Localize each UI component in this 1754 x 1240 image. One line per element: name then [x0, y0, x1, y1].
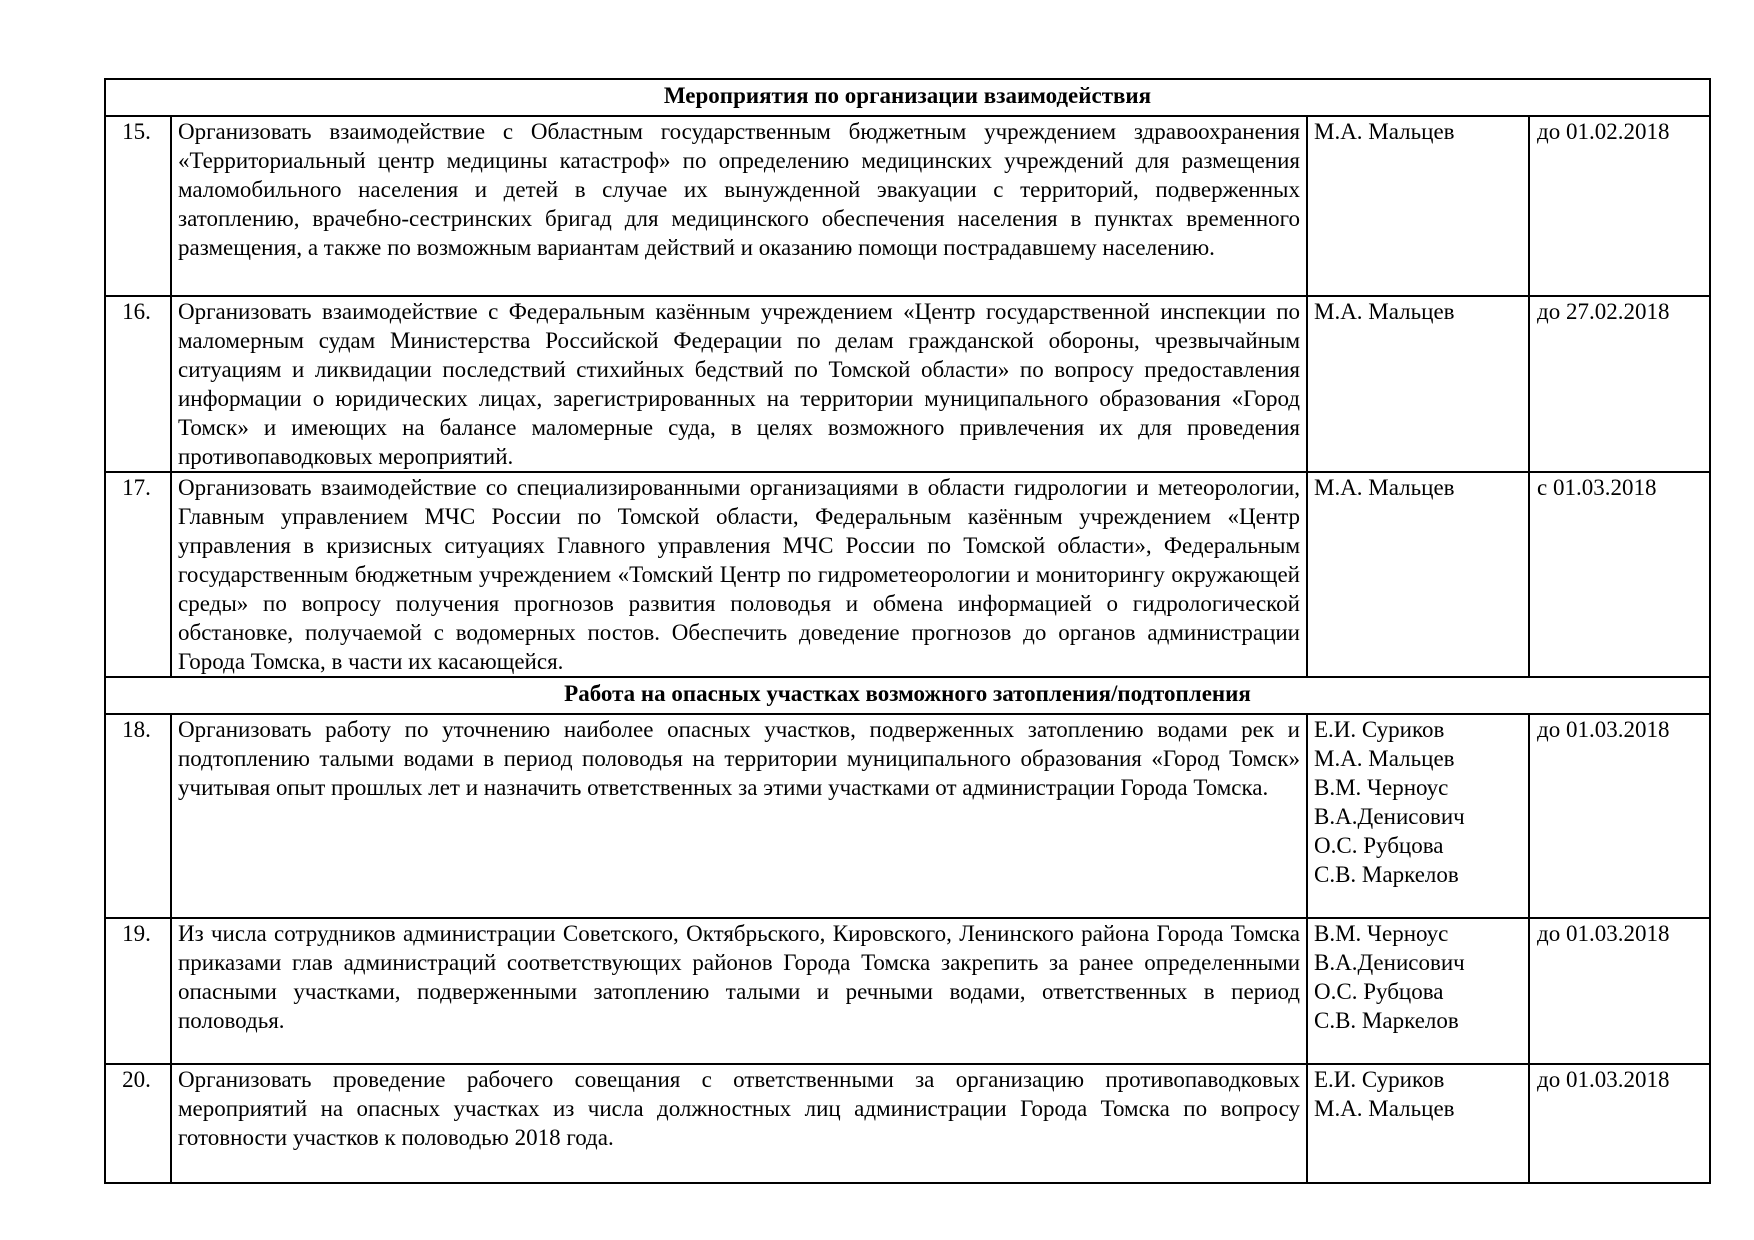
row-number: 18. [105, 714, 171, 918]
measure-text: Организовать взаимодействие со специализированными организациями в области гидрологии и метеорологии, Главным управлением МЧС России по Томской области, Федеральным казённым учреждением «Центр управления в кризисных ситуациях Главного управления МЧС России по Томской области», Федеральным государственным бюджетным учреждением «Томский Центр по гидрометеорологии и мониторингу окружающей среды» по вопросу получения прогнозов развития половодья и обмена информацией о гидрологической обстановке, получаемой с водомерных постов. Обеспечить доведение прогнозов до органов администрации Города Томска, в части их касающейся. [171, 472, 1307, 677]
responsible-person: М.А. Мальцев [1314, 746, 1455, 771]
responsible-person: В.М. Черноус [1314, 921, 1449, 946]
responsible-person: О.С. Рубцова [1314, 979, 1444, 1004]
measures-table [104, 78, 1711, 1184]
table-row [105, 1064, 1710, 1183]
row-number: 16. [105, 296, 171, 472]
responsible-person: О.С. Рубцова [1314, 833, 1444, 858]
responsible-cell [1307, 296, 1529, 472]
responsible-cell [1307, 472, 1529, 677]
responsible-person: С.В. Маркелов [1314, 862, 1459, 887]
measure-text: Организовать взаимодействие с Федеральным казённым учреждением «Центр государственной инспекции по маломерным судам Министерства Российской Федерации по делам гражданской обороны, чрезвычайным ситуациям и ликвидации последствий стихийных бедствий по Томской области» по вопросу предоставления информации о юридических лицах, зарегистрированных на территории муниципального образования «Город Томск» и имеющих на балансе маломерные суда, в целях возможного привлечения их для проведения противопаводковых мероприятий. [171, 296, 1307, 472]
deadline: до 01.03.2018 [1529, 918, 1710, 1064]
row-number: 17. [105, 472, 171, 677]
responsible-person: М.А. Мальцев [1314, 299, 1455, 324]
responsible-cell [1307, 116, 1529, 296]
row-number: 19. [105, 918, 171, 1064]
deadline: до 01.03.2018 [1529, 1064, 1710, 1183]
row-number: 15. [105, 116, 171, 296]
responsible-person: М.А. Мальцев [1314, 475, 1455, 500]
section-header-row [105, 79, 1710, 116]
row-number: 20. [105, 1064, 171, 1183]
measure-text: Организовать взаимодействие с Областным государственным бюджетным учреждением здравоохранения «Территориальный центр медицины катастроф» по определению медицинских учреждений для размещения маломобильного населения и детей в случае их вынужденной эвакуации с территорий, подверженных затоплению, врачебно-сестринских бригад для медицинского обеспечения населения в пунктах временного размещения, а также по возможным вариантам действий и оказанию помощи пострадавшему населению. [171, 116, 1307, 296]
measure-text: Организовать проведение рабочего совещания с ответственными за организацию противопаводковых мероприятий на опасных участках из числа должностных лиц администрации Города Томска по вопросу готовности участков к половодью 2018 года. [171, 1064, 1307, 1183]
responsible-cell [1307, 714, 1529, 918]
table-row [105, 714, 1710, 918]
table-row [105, 472, 1710, 677]
responsible-person: М.А. Мальцев [1314, 119, 1455, 144]
section-title: Работа на опасных участках возможного затопления/подтопления [105, 677, 1710, 714]
measure-text: Организовать работу по уточнению наиболее опасных участков, подверженных затоплению водами рек и подтоплению талыми водами в период половодья на территории муниципального образования «Город Томск» учитывая опыт прошлых лет и назначить ответственных за этими участками от администрации Города Томска. [171, 714, 1307, 918]
responsible-person: Е.И. Суриков [1314, 1067, 1445, 1092]
responsible-person: В.А.Денисович [1314, 950, 1465, 975]
responsible-cell [1307, 1064, 1529, 1183]
responsible-person: В.А.Денисович [1314, 804, 1465, 829]
responsible-person: М.А. Мальцев [1314, 1096, 1455, 1121]
deadline: до 01.03.2018 [1529, 714, 1710, 918]
responsible-person: В.М. Черноус [1314, 775, 1449, 800]
table-row [105, 296, 1710, 472]
measure-text: Из числа сотрудников администрации Советского, Октябрьского, Кировского, Ленинского района Города Томска приказами глав администраций соответствующих районов Города Томска закрепить за ранее определенными опасными участками, подверженными затоплению талыми и речными водами, ответственных в период половодья. [171, 918, 1307, 1064]
section-title: Мероприятия по организации взаимодействия [105, 79, 1710, 116]
table-row [105, 918, 1710, 1064]
responsible-person: С.В. Маркелов [1314, 1008, 1459, 1033]
section-header-row [105, 677, 1710, 714]
deadline: до 27.02.2018 [1529, 296, 1710, 472]
deadline: до 01.02.2018 [1529, 116, 1710, 296]
table-row [105, 116, 1710, 296]
responsible-cell [1307, 918, 1529, 1064]
responsible-person: Е.И. Суриков [1314, 717, 1445, 742]
deadline: с 01.03.2018 [1529, 472, 1710, 677]
